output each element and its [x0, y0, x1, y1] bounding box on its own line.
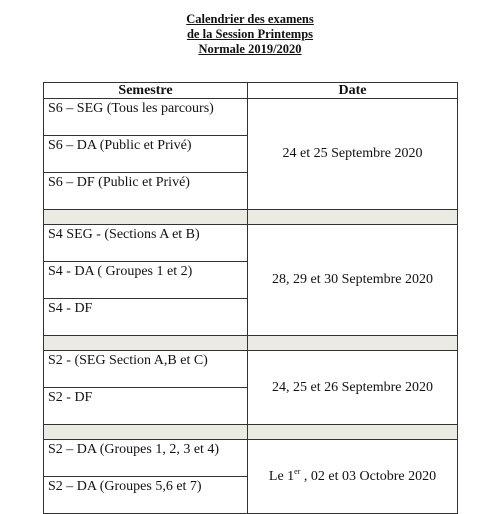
date-superscript: er: [294, 466, 301, 476]
semestre-cell: S4 - DF: [44, 299, 248, 336]
title-line-2: de la Session Printemps: [186, 27, 314, 41]
semestre-cell: S6 – DA (Public et Privé): [44, 136, 248, 173]
title-line-1: Calendrier des examens: [186, 12, 314, 26]
header-date: Date: [248, 83, 458, 99]
semestre-cell: S2 – DA (Groupes 5,6 et 7): [44, 477, 248, 514]
semestre-cell: S4 SEG - (Sections A et B): [44, 225, 248, 262]
table-row: [44, 99, 458, 136]
separator-row: [44, 425, 458, 440]
date-cell: [248, 440, 458, 514]
semestre-cell: S6 – DF (Public et Privé): [44, 173, 248, 210]
header-semestre: Semestre: [44, 83, 248, 99]
table-row: [44, 225, 458, 262]
table-row: [44, 440, 458, 477]
semestre-cell: S6 – SEG (Tous les parcours): [44, 99, 248, 136]
table-header-row: [44, 83, 458, 99]
exam-calendar-table: [43, 82, 458, 514]
separator-row: [44, 210, 458, 225]
semestre-cell: S2 – DA (Groupes 1, 2, 3 et 4): [44, 440, 248, 477]
date-rest: , 02 et 03 Octobre 2020: [300, 468, 437, 484]
separator-row: [44, 336, 458, 351]
date-cell: 24 et 25 Septembre 2020: [248, 99, 458, 210]
date-cell: 28, 29 et 30 Septembre 2020: [248, 225, 458, 336]
date-prefix: Le 1: [268, 468, 295, 484]
date-cell: 24, 25 et 26 Septembre 2020: [248, 351, 458, 425]
title-line-3: Normale 2019/2020: [198, 42, 302, 56]
table-row: [44, 351, 458, 388]
document-title: [0, 12, 500, 57]
semestre-cell: S4 - DA ( Groupes 1 et 2): [44, 262, 248, 299]
semestre-cell: S2 - (SEG Section A,B et C): [44, 351, 248, 388]
semestre-cell: S2 - DF: [44, 388, 248, 425]
